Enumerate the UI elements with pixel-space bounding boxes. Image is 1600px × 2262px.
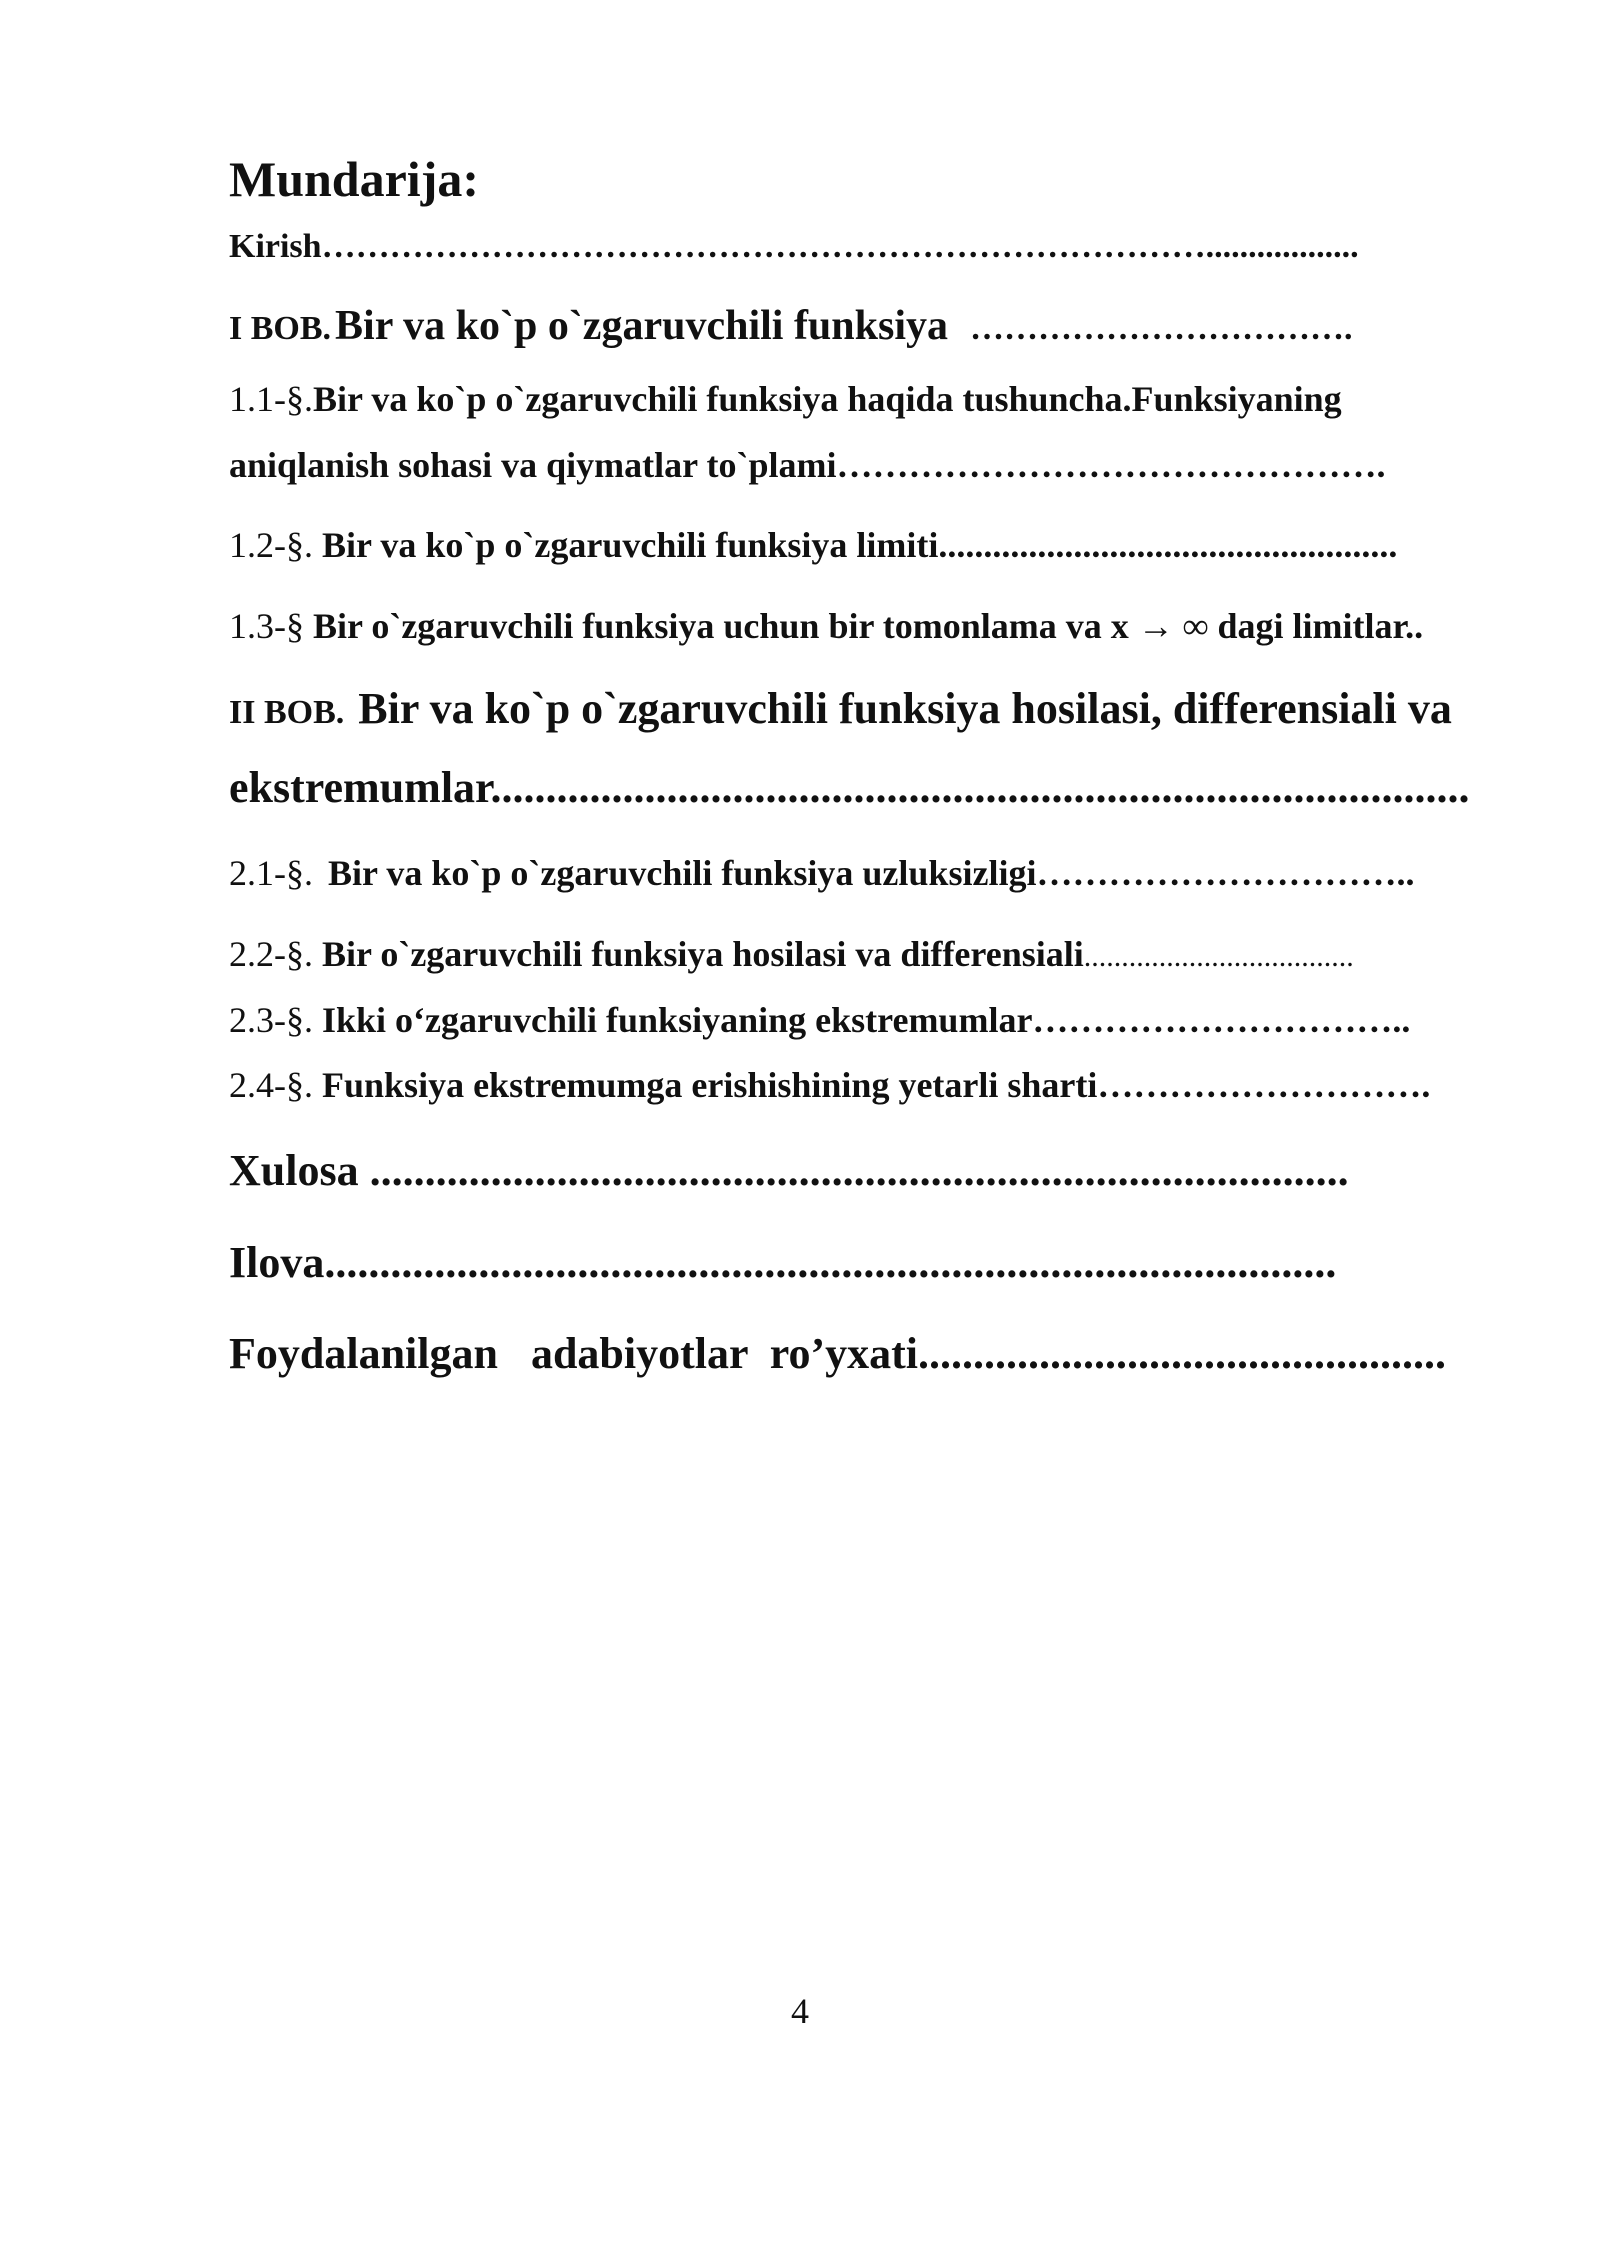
chapter-prefix: I BOB. — [229, 310, 332, 347]
toc-section-1-2[interactable] — [229, 524, 1397, 566]
toc-leader: ……………………………. — [970, 310, 1353, 347]
toc-section-2-2[interactable] — [229, 933, 1354, 975]
toc-leader: .. — [1405, 606, 1424, 646]
section-number: 1.2-§. — [229, 525, 313, 565]
toc-section-1-1[interactable] — [229, 378, 1342, 420]
toc-leader: ………………………….. — [1036, 853, 1415, 893]
toc-leader: ......................................................................................... — [490, 763, 1470, 812]
section-number: 2.2-§. — [229, 934, 313, 974]
section-number: 2.3-§. — [229, 1000, 313, 1040]
toc-leader: ………………………….. — [1032, 1000, 1411, 1040]
toc-entry-kirish[interactable] — [229, 228, 1359, 266]
chapter-title: Bir va ko`p o`zgaruvchili funksiya — [335, 303, 949, 349]
page-number: 4 — [791, 1991, 809, 2031]
toc-entry-label: Ilova — [229, 1238, 325, 1287]
toc-entry-references[interactable] — [229, 1328, 1446, 1379]
toc-leader: ................................................ — [918, 1329, 1447, 1378]
toc-leader: ................................................... — [938, 525, 1398, 565]
toc-entry-label: Kirish — [229, 228, 322, 265]
toc-chapter-2[interactable] — [229, 683, 1452, 734]
section-number: 1.3-§ — [229, 606, 304, 646]
toc-section-2-4[interactable] — [229, 1064, 1430, 1106]
toc-section-2-3[interactable] — [229, 999, 1410, 1041]
toc-leader: …………………………………………………………………….................. — [321, 228, 1359, 265]
section-title: Bir o`zgaruvchili funksiya uchun bir tomonlama va x → ∞ dagi limitlar — [313, 606, 1406, 646]
toc-section-1-1-continued[interactable] — [229, 444, 1385, 486]
toc-section-1-3[interactable] — [229, 605, 1423, 647]
toc-leader: ………………………. — [1097, 1065, 1431, 1105]
chapter-prefix: II BOB. — [229, 694, 345, 731]
chapter-title-line-2: ekstremumlar — [229, 763, 491, 812]
toc-leader: ………………………………………. — [836, 445, 1386, 485]
section-title: Ikki o‘zgaruvchili funksiyaning ekstremumlar — [322, 1000, 1033, 1040]
toc-chapter-1[interactable] — [229, 302, 1353, 350]
toc-leader: .................................... — [1083, 940, 1354, 973]
toc-entry-label: Xulosa — [229, 1146, 359, 1195]
section-title: Funksiya ekstremumga erishishining yetarli sharti — [322, 1065, 1098, 1105]
section-number: 2.1-§. — [229, 853, 313, 893]
section-title: Bir o`zgaruvchili funksiya hosilasi va differensiali — [322, 934, 1084, 974]
toc-entry-xulosa[interactable] — [229, 1145, 1349, 1196]
toc-section-2-1[interactable] — [229, 852, 1414, 894]
toc-entry-label: Foydalanilgan adabiyotlar ro’yxati — [229, 1329, 919, 1378]
toc-title: Mundarija: — [229, 151, 479, 207]
toc-leader: ............................................................................................ — [324, 1238, 1337, 1287]
toc-leader: ......................................................................................... — [358, 1146, 1349, 1195]
chapter-title-line-1: Bir va ko`p o`zgaruvchili funksiya hosilasi, differensiali va — [358, 684, 1452, 733]
toc-entry-ilova[interactable] — [229, 1237, 1336, 1288]
section-number: 2.4-§. — [229, 1065, 313, 1105]
toc-chapter-2-continued[interactable] — [229, 762, 1470, 813]
section-number: 1.1-§. — [229, 379, 313, 419]
section-title-line-1: Bir va ko`p o`zgaruvchili funksiya haqida tushuncha.Funksiyaning — [313, 379, 1342, 419]
section-title: Bir va ko`p o`zgaruvchili funksiya limiti — [322, 525, 939, 565]
section-title-line-2: aniqlanish sohasi va qiymatlar to`plami — [229, 445, 837, 485]
section-title: Bir va ko`p o`zgaruvchili funksiya uzluksizligi — [328, 853, 1037, 893]
